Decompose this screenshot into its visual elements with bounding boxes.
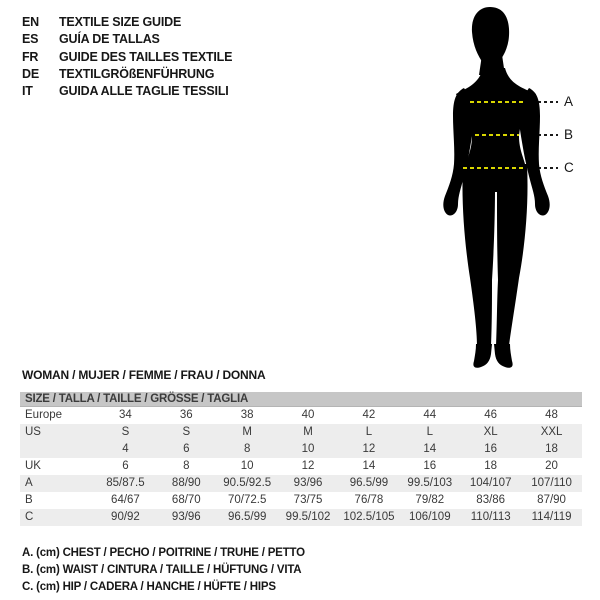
size-cell: 70/72.5 <box>228 494 267 506</box>
size-table-body <box>20 407 582 526</box>
size-cell: 8 <box>243 443 251 455</box>
size-cell: 18 <box>484 460 498 472</box>
size-cell: 16 <box>484 443 498 455</box>
size-cell: 64/67 <box>111 494 140 506</box>
language-title-list <box>22 14 232 100</box>
size-cell: 4 <box>122 443 129 455</box>
size-cell: 48 <box>545 409 558 421</box>
lang-code: ES <box>22 32 39 47</box>
size-cell: XL <box>483 426 498 438</box>
legend-line-hip: C. (cm) HIP / CADERA / HANCHE / HÜFTE / HIPS <box>22 581 276 594</box>
size-cell: 83/86 <box>476 494 506 506</box>
size-cell: S <box>121 426 130 438</box>
size-table <box>20 392 582 526</box>
silhouette-left-leg <box>462 164 495 346</box>
size-cell: 96.5/99 <box>349 477 389 489</box>
legend-line-chest: A. (cm) CHEST / PECHO / POITRINE / TRUHE / PETTO <box>22 547 305 559</box>
size-cell: 93/96 <box>171 511 201 523</box>
size-cell: 36 <box>179 409 193 421</box>
size-cell: 10 <box>301 443 315 455</box>
size-cell: 38 <box>240 409 254 421</box>
size-cell: 99.5/102 <box>285 511 331 523</box>
measure-label-a: A <box>564 94 574 109</box>
size-cell: 90/92 <box>111 511 140 523</box>
size-cell: M <box>303 426 313 438</box>
row-label: A <box>25 477 33 489</box>
size-cell: 114/119 <box>531 511 572 523</box>
lang-title: GUIDE DES TAILLES TEXTILE <box>59 49 233 64</box>
table-row-us-numeric <box>20 441 582 458</box>
size-cell: 90.5/92.5 <box>223 477 272 489</box>
size-cell: L <box>365 426 373 438</box>
table-row-a <box>20 475 582 492</box>
table-row-c <box>20 509 582 526</box>
size-cell: XXL <box>540 426 563 438</box>
row-label: C <box>25 511 34 523</box>
size-cell: L <box>426 426 434 438</box>
size-cell: 44 <box>423 409 437 421</box>
measure-label-c: C <box>564 160 574 175</box>
row-label: UK <box>25 460 41 472</box>
size-cell: 46 <box>484 409 498 421</box>
size-cell: 106/109 <box>409 511 451 523</box>
row-label: US <box>25 426 41 438</box>
silhouette-left-foot <box>473 344 492 368</box>
section-label: WOMAN / MUJER / FEMME / FRAU / DONNA <box>22 368 266 382</box>
size-cell: 93/96 <box>293 477 323 489</box>
size-table-header: SIZE / TALLA / TAILLE / GRÖSSE / TAGLIA <box>20 392 582 407</box>
lang-row-es <box>22 31 232 48</box>
size-cell: 110/113 <box>470 511 511 523</box>
measure-legend <box>22 545 305 597</box>
size-cell: 88/90 <box>171 477 201 489</box>
lang-row-it <box>22 83 232 100</box>
size-cell: 14 <box>362 460 376 472</box>
lang-title: TEXTILE SIZE GUIDE <box>59 15 182 29</box>
size-cell: 85/87.5 <box>106 477 145 489</box>
lang-code: IT <box>22 84 33 99</box>
lang-row-en <box>22 14 232 31</box>
size-cell: 68/70 <box>171 494 201 506</box>
measure-line-b-body <box>475 134 519 136</box>
silhouette-right-foot <box>494 344 513 368</box>
size-cell: 42 <box>362 409 376 421</box>
lang-row-fr <box>22 49 232 66</box>
size-cell: 87/90 <box>537 494 566 506</box>
table-row-b <box>20 492 582 509</box>
silhouette-right-leg <box>496 164 528 346</box>
table-row-us <box>20 424 582 441</box>
row-label: B <box>25 494 33 506</box>
legend-line-waist: B. (cm) WAIST / CINTURA / TAILLE / HÜFTUNG / VITA <box>22 564 302 577</box>
size-cell: 96.5/99 <box>228 511 267 523</box>
size-cell: 8 <box>183 460 190 472</box>
measure-label-b: B <box>564 127 574 142</box>
size-cell: 34 <box>119 409 132 421</box>
size-cell: 6 <box>183 443 190 455</box>
size-cell: 12 <box>362 443 376 455</box>
row-label: Europe <box>25 409 63 421</box>
size-cell: 99.5/103 <box>407 477 453 489</box>
lang-code: DE <box>22 66 39 81</box>
measure-line-c-body <box>463 167 525 169</box>
lang-code: EN <box>22 15 39 29</box>
size-cell: 20 <box>545 460 558 472</box>
lang-title: GUÍA DE TALLAS <box>59 32 160 47</box>
size-cell: 104/107 <box>469 477 512 489</box>
size-cell: M <box>242 426 252 438</box>
size-cell: 6 <box>122 460 129 472</box>
size-cell: 76/78 <box>354 494 384 506</box>
size-cell: 40 <box>301 409 315 421</box>
size-cell: 79/82 <box>415 494 445 506</box>
lang-title: TEXTILGRÖßENFÜHRUNG <box>59 66 215 81</box>
size-cell: 102.5/105 <box>343 511 395 523</box>
measure-line-a-body <box>470 101 523 103</box>
row-label <box>20 441 95 458</box>
size-cell: 107/110 <box>531 477 572 489</box>
size-cell: 73/75 <box>293 494 323 506</box>
table-row-uk <box>20 458 582 475</box>
size-cell: 16 <box>423 460 437 472</box>
size-cell: S <box>182 426 191 438</box>
size-cell: 14 <box>423 443 437 455</box>
woman-silhouette <box>435 4 555 374</box>
size-cell: 10 <box>240 460 254 472</box>
size-cell: 18 <box>545 443 558 455</box>
table-row-europe <box>20 407 582 424</box>
lang-code: FR <box>22 49 39 64</box>
lang-title: GUIDA ALLE TAGLIE TESSILI <box>59 84 229 99</box>
lang-row-de <box>22 66 232 83</box>
size-cell: 12 <box>301 460 315 472</box>
